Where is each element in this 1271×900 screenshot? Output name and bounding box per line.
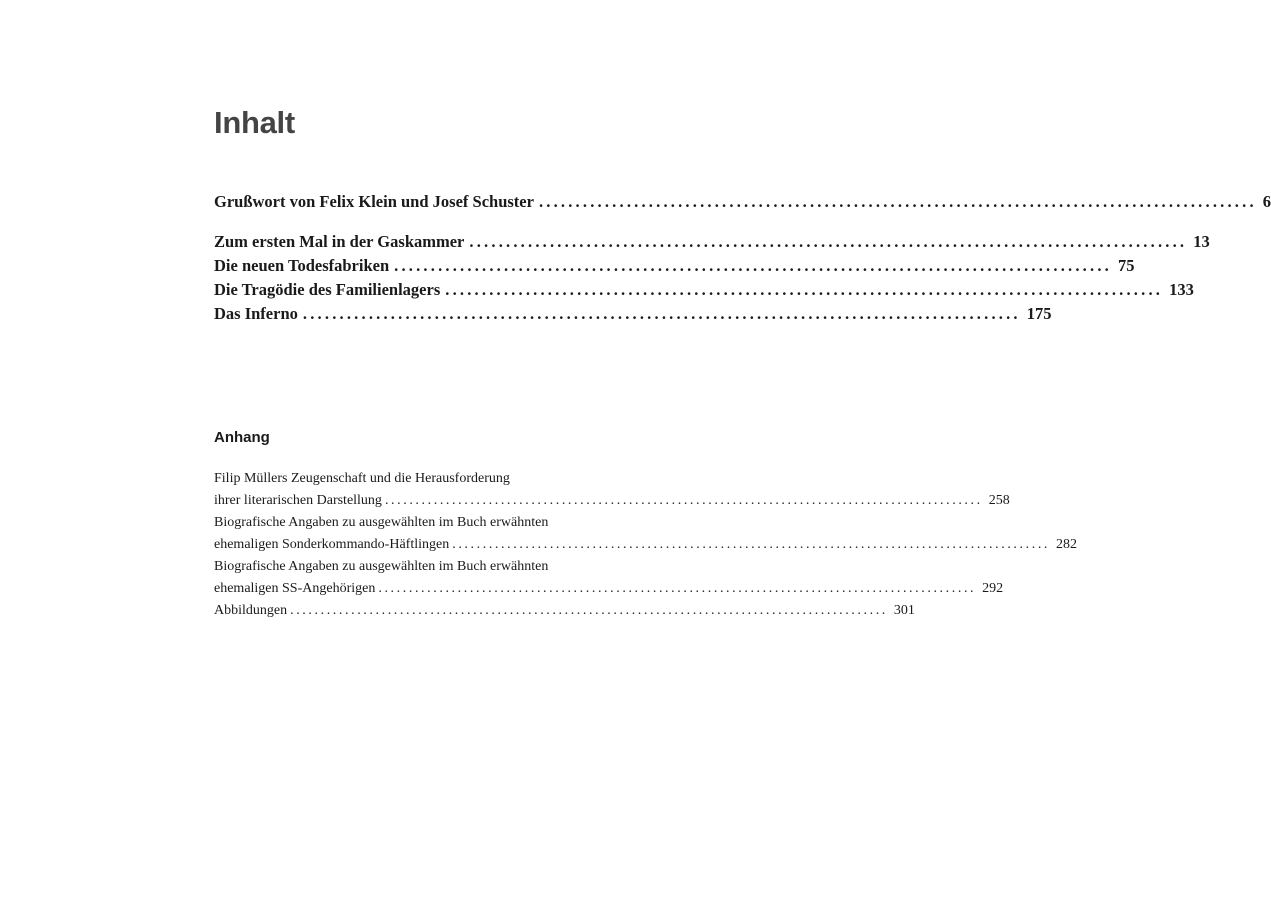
dot-leader: ..................................................................................................: [538, 192, 1257, 211]
toc-entry-label: Die neuen Todesfabriken: [214, 256, 390, 275]
appendix-entry-page: 301: [893, 603, 915, 618]
toc-entry: [214, 190, 1271, 214]
appendix-entry-line: Biografische Angaben zu ausgewählten im Buch erwähnten: [214, 559, 549, 574]
appendix-entry: [214, 534, 1078, 556]
dot-leader: ..................................................................................................: [469, 232, 1188, 251]
toc-entry: [214, 230, 1210, 254]
dot-leader: ..................................................................................................: [452, 537, 1051, 552]
appendix-entry: [214, 600, 915, 622]
page-title: Inhalt: [214, 105, 295, 140]
toc-entry-label: Zum ersten Mal in der Gaskammer: [214, 232, 465, 251]
appendix-entry-page: 258: [988, 493, 1010, 508]
dot-leader: ..................................................................................................: [394, 256, 1112, 275]
toc-entry-page: 13: [1193, 232, 1210, 251]
toc-entry: [214, 254, 1135, 278]
toc-entry-page: 75: [1117, 256, 1135, 275]
toc-entry-label: Die Tragödie des Familienlagers: [214, 280, 441, 299]
toc-entry: [214, 302, 1052, 326]
toc-entry-label: Das Inferno: [214, 304, 298, 323]
appendix-entry-label: Abbildungen: [214, 603, 288, 618]
appendix-entry-line: Filip Müllers Zeugenschaft und die Herausforderung: [214, 471, 510, 486]
dot-leader: ..................................................................................................: [378, 581, 977, 596]
dot-leader: ..................................................................................................: [302, 304, 1021, 323]
appendix-entry-label: ihrer literarischen Darstellung: [214, 493, 382, 508]
toc-entry-page: 175: [1026, 304, 1052, 323]
toc-entry-page: 133: [1169, 280, 1194, 299]
appendix-entry-line: Biografische Angaben zu ausgewählten im Buch erwähnten: [214, 515, 549, 530]
appendix-entry-label: ehemaligen SS-Angehörigen: [214, 581, 376, 596]
toc-main-section: [214, 190, 1271, 326]
appendix-entry: [214, 490, 1010, 512]
appendix-heading: Anhang: [214, 429, 270, 446]
appendix-entry-label: ehemaligen Sonderkommando-Häftlingen: [214, 537, 450, 552]
dot-leader: ..................................................................................................: [445, 280, 1164, 299]
toc-entry-page: 6: [1262, 192, 1271, 211]
dot-leader: ..................................................................................................: [290, 603, 888, 618]
appendix-entry: [214, 578, 1004, 600]
appendix-entry-page: 282: [1056, 537, 1078, 552]
toc-appendix-section: [214, 468, 1078, 622]
dot-leader: ..................................................................................................: [384, 493, 983, 508]
toc-entry-label: Grußwort von Felix Klein und Josef Schuster: [214, 192, 534, 211]
appendix-entry-page: 292: [982, 581, 1004, 596]
toc-entry: [214, 278, 1194, 302]
